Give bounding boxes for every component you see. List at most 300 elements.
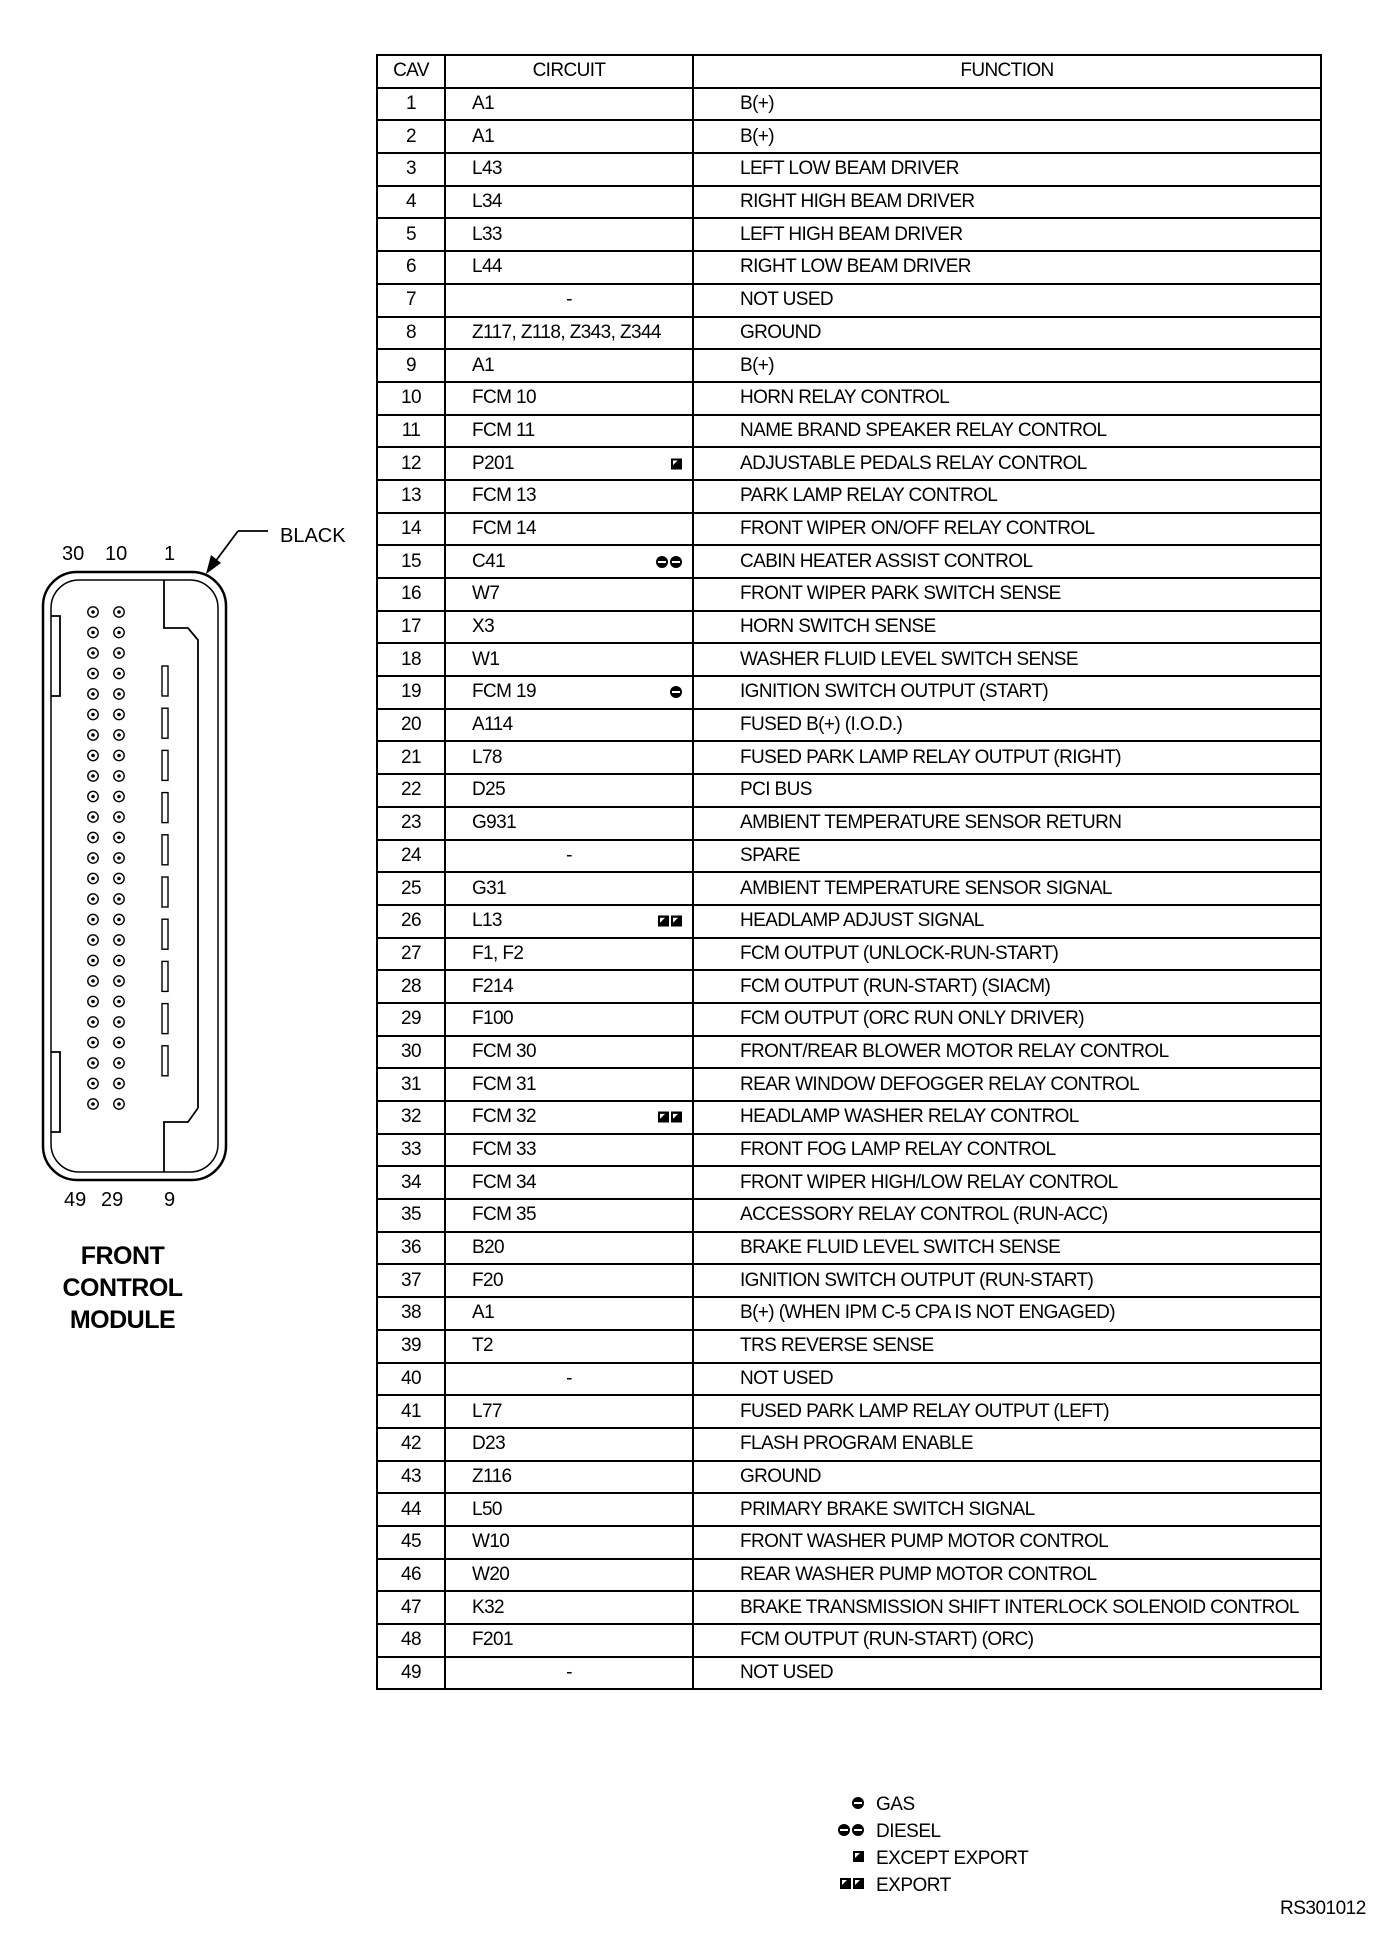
header-cav: CAV bbox=[377, 55, 445, 88]
cell-cav: 36 bbox=[377, 1232, 445, 1265]
pin-center bbox=[117, 1000, 121, 1004]
cell-cav: 30 bbox=[377, 1036, 445, 1069]
pin-center bbox=[117, 1102, 121, 1106]
pin-center bbox=[117, 979, 121, 983]
cell-cav: 27 bbox=[377, 938, 445, 971]
pin-label-top-10: 10 bbox=[105, 543, 128, 565]
cell-cav: 19 bbox=[377, 676, 445, 709]
table-row bbox=[377, 1428, 1321, 1461]
cell-circuit bbox=[445, 643, 693, 676]
cell-function: PARK LAMP RELAY CONTROL bbox=[693, 480, 1321, 513]
cell-circuit bbox=[445, 709, 693, 742]
pin-center bbox=[117, 692, 121, 696]
cell-function: CABIN HEATER ASSIST CONTROL bbox=[693, 545, 1321, 578]
figure-id: RS301012 bbox=[1280, 1898, 1366, 1919]
connector-diagram bbox=[0, 0, 376, 1230]
cell-function: HEADLAMP ADJUST SIGNAL bbox=[693, 905, 1321, 938]
cell-function: BRAKE TRANSMISSION SHIFT INTERLOCK SOLENOID CONTROL bbox=[693, 1591, 1321, 1624]
cell-circuit bbox=[445, 1559, 693, 1592]
cell-circuit bbox=[445, 578, 693, 611]
cell-cav: 43 bbox=[377, 1461, 445, 1494]
cell-cav: 31 bbox=[377, 1068, 445, 1101]
module-title-line-3: MODULE bbox=[69, 1306, 176, 1334]
cell-cav: 34 bbox=[377, 1166, 445, 1199]
connector-key-left bbox=[51, 616, 60, 696]
table-row bbox=[377, 1003, 1321, 1036]
cell-circuit bbox=[445, 480, 693, 513]
circuit-text: L44 bbox=[472, 256, 502, 278]
pinout-body bbox=[377, 88, 1321, 1690]
cell-cav: 13 bbox=[377, 480, 445, 513]
slot-grid bbox=[162, 666, 168, 1076]
pin-center bbox=[91, 856, 95, 860]
circuit-text: - bbox=[566, 1662, 572, 1684]
circuit-text: L78 bbox=[472, 746, 502, 768]
cell-circuit bbox=[445, 741, 693, 774]
circuit-text: D25 bbox=[472, 779, 506, 801]
table-row bbox=[377, 1657, 1321, 1690]
cell-cav: 48 bbox=[377, 1624, 445, 1657]
pin-center bbox=[91, 877, 95, 881]
pin-center bbox=[91, 836, 95, 840]
cell-cav: 10 bbox=[377, 382, 445, 415]
cell-circuit bbox=[445, 611, 693, 644]
table-row bbox=[377, 1264, 1321, 1297]
table-row bbox=[377, 480, 1321, 513]
header-circuit: CIRCUIT bbox=[445, 55, 693, 88]
circuit-text: FCM 32 bbox=[472, 1106, 536, 1128]
circuit-text: X3 bbox=[472, 616, 495, 638]
pin-center bbox=[117, 856, 121, 860]
cell-function: AMBIENT TEMPERATURE SENSOR RETURN bbox=[693, 807, 1321, 840]
cell-circuit bbox=[445, 545, 693, 578]
table-row bbox=[377, 840, 1321, 873]
pin-center bbox=[117, 672, 121, 676]
terminal-slot bbox=[162, 919, 168, 949]
cell-function: FLASH PROGRAM ENABLE bbox=[693, 1428, 1321, 1461]
terminal-slot bbox=[162, 708, 168, 738]
circuit-text: L77 bbox=[472, 1400, 502, 1422]
cell-function: FRONT WIPER PARK SWITCH SENSE bbox=[693, 578, 1321, 611]
pin-center bbox=[91, 672, 95, 676]
table-row bbox=[377, 1591, 1321, 1624]
pin-center bbox=[91, 897, 95, 901]
cell-circuit bbox=[445, 807, 693, 840]
cell-circuit bbox=[445, 1363, 693, 1396]
cell-function: GROUND bbox=[693, 317, 1321, 350]
pin-center bbox=[117, 754, 121, 758]
table-row bbox=[377, 382, 1321, 415]
pin-center bbox=[91, 815, 95, 819]
cell-cav: 4 bbox=[377, 186, 445, 219]
pin-center bbox=[91, 713, 95, 717]
cell-circuit bbox=[445, 1591, 693, 1624]
table-row bbox=[377, 676, 1321, 709]
cell-function: AMBIENT TEMPERATURE SENSOR SIGNAL bbox=[693, 872, 1321, 905]
cell-function: LEFT HIGH BEAM DRIVER bbox=[693, 218, 1321, 251]
circuit-text: FCM 11 bbox=[472, 419, 535, 441]
cell-cav: 2 bbox=[377, 120, 445, 153]
pin-grid bbox=[88, 607, 124, 1109]
table-row bbox=[377, 447, 1321, 480]
cell-cav: 46 bbox=[377, 1559, 445, 1592]
table-row bbox=[377, 251, 1321, 284]
table-row bbox=[377, 1493, 1321, 1526]
cell-cav: 47 bbox=[377, 1591, 445, 1624]
table-row bbox=[377, 88, 1321, 121]
cell-function: REAR WINDOW DEFOGGER RELAY CONTROL bbox=[693, 1068, 1321, 1101]
connector-latch-top bbox=[164, 580, 198, 1108]
cell-function: HEADLAMP WASHER RELAY CONTROL bbox=[693, 1101, 1321, 1134]
table-row bbox=[377, 1068, 1321, 1101]
table-row bbox=[377, 545, 1321, 578]
table-row bbox=[377, 120, 1321, 153]
cell-circuit bbox=[445, 905, 693, 938]
cell-cav: 23 bbox=[377, 807, 445, 840]
cell-cav: 11 bbox=[377, 415, 445, 448]
circuit-text: FCM 30 bbox=[472, 1040, 536, 1062]
cell-circuit bbox=[445, 1199, 693, 1232]
table-row bbox=[377, 513, 1321, 546]
pinout-table bbox=[376, 54, 1322, 1690]
cell-circuit bbox=[445, 1461, 693, 1494]
cell-circuit bbox=[445, 938, 693, 971]
cell-cav: 29 bbox=[377, 1003, 445, 1036]
export-icon bbox=[840, 1878, 864, 1889]
terminal-slot bbox=[162, 750, 168, 780]
pin-center bbox=[117, 897, 121, 901]
circuit-text: P201 bbox=[472, 452, 514, 474]
pin-center bbox=[91, 692, 95, 696]
module-title-line-2: CONTROL bbox=[62, 1274, 183, 1302]
table-row bbox=[377, 643, 1321, 676]
table-row bbox=[377, 1461, 1321, 1494]
cell-cav: 22 bbox=[377, 774, 445, 807]
cell-circuit bbox=[445, 1330, 693, 1363]
cell-function: SPARE bbox=[693, 840, 1321, 873]
cell-cav: 18 bbox=[377, 643, 445, 676]
table-row bbox=[377, 1297, 1321, 1330]
cell-cav: 9 bbox=[377, 349, 445, 382]
pin-center bbox=[91, 1041, 95, 1045]
table-row bbox=[377, 774, 1321, 807]
cell-circuit bbox=[445, 513, 693, 546]
circuit-text: FCM 35 bbox=[472, 1204, 536, 1226]
circuit-text: - bbox=[566, 289, 572, 311]
cell-circuit bbox=[445, 676, 693, 709]
table-row bbox=[377, 349, 1321, 382]
table-row bbox=[377, 1395, 1321, 1428]
circuit-text: L33 bbox=[472, 223, 502, 245]
circuit-text: - bbox=[566, 1367, 572, 1389]
cell-cav: 42 bbox=[377, 1428, 445, 1461]
connector-color-label: BLACK bbox=[280, 525, 346, 547]
cell-function: B(+) bbox=[693, 120, 1321, 153]
cell-circuit bbox=[445, 1493, 693, 1526]
pin-center bbox=[117, 938, 121, 942]
table-row bbox=[377, 1101, 1321, 1134]
pin-label-bottom-9: 9 bbox=[164, 1189, 176, 1211]
cell-cav: 24 bbox=[377, 840, 445, 873]
cell-circuit bbox=[445, 1232, 693, 1265]
cell-cav: 32 bbox=[377, 1101, 445, 1134]
pin-center bbox=[91, 754, 95, 758]
circuit-text: L13 bbox=[472, 910, 502, 932]
cell-circuit bbox=[445, 1134, 693, 1167]
pin-center bbox=[91, 733, 95, 737]
cell-function: B(+) bbox=[693, 88, 1321, 121]
cell-circuit bbox=[445, 1036, 693, 1069]
table-row bbox=[377, 415, 1321, 448]
cell-function: REAR WASHER PUMP MOTOR CONTROL bbox=[693, 1559, 1321, 1592]
cell-function: FRONT WIPER ON/OFF RELAY CONTROL bbox=[693, 513, 1321, 546]
circuit-text: F20 bbox=[472, 1269, 503, 1291]
table-row bbox=[377, 1363, 1321, 1396]
cell-cav: 7 bbox=[377, 284, 445, 317]
cell-cav: 12 bbox=[377, 447, 445, 480]
cell-cav: 3 bbox=[377, 153, 445, 186]
pin-center bbox=[91, 1082, 95, 1086]
table-row bbox=[377, 709, 1321, 742]
circuit-text: L34 bbox=[472, 191, 502, 213]
cell-circuit bbox=[445, 1657, 693, 1690]
pin-center bbox=[91, 795, 95, 799]
module-title bbox=[40, 1240, 205, 1336]
cell-cav: 38 bbox=[377, 1297, 445, 1330]
cell-cav: 39 bbox=[377, 1330, 445, 1363]
circuit-text: G931 bbox=[472, 812, 517, 834]
cell-circuit bbox=[445, 872, 693, 905]
pin-center bbox=[117, 631, 121, 635]
cell-cav: 1 bbox=[377, 88, 445, 121]
cell-function: PCI BUS bbox=[693, 774, 1321, 807]
cell-cav: 14 bbox=[377, 513, 445, 546]
circuit-text: FCM 31 bbox=[472, 1073, 536, 1095]
circuit-text: W20 bbox=[472, 1563, 510, 1585]
cell-cav: 25 bbox=[377, 872, 445, 905]
cell-cav: 44 bbox=[377, 1493, 445, 1526]
cell-function: NOT USED bbox=[693, 1657, 1321, 1690]
cell-function: FUSED PARK LAMP RELAY OUTPUT (LEFT) bbox=[693, 1395, 1321, 1428]
cell-cav: 20 bbox=[377, 709, 445, 742]
cell-cav: 21 bbox=[377, 741, 445, 774]
cell-function: FCM OUTPUT (RUN-START) (ORC) bbox=[693, 1624, 1321, 1657]
pin-center bbox=[91, 979, 95, 983]
pin-label-bottom-49: 49 bbox=[64, 1189, 87, 1211]
table-row bbox=[377, 153, 1321, 186]
pin-center bbox=[117, 877, 121, 881]
cell-circuit bbox=[445, 218, 693, 251]
pin-center bbox=[91, 959, 95, 963]
cell-cav: 40 bbox=[377, 1363, 445, 1396]
cell-cav: 45 bbox=[377, 1526, 445, 1559]
terminal-slot bbox=[162, 793, 168, 823]
circuit-text: D23 bbox=[472, 1433, 506, 1455]
cell-function: B(+) (WHEN IPM C-5 CPA IS NOT ENGAGED) bbox=[693, 1297, 1321, 1330]
header-function: FUNCTION bbox=[693, 55, 1321, 88]
circuit-text: F214 bbox=[472, 975, 513, 997]
cell-cav: 37 bbox=[377, 1264, 445, 1297]
cell-function: NAME BRAND SPEAKER RELAY CONTROL bbox=[693, 415, 1321, 448]
pin-center bbox=[117, 610, 121, 614]
pin-center bbox=[91, 631, 95, 635]
cell-function: FRONT FOG LAMP RELAY CONTROL bbox=[693, 1134, 1321, 1167]
table-row bbox=[377, 1232, 1321, 1265]
table-row bbox=[377, 1330, 1321, 1363]
cell-cav: 15 bbox=[377, 545, 445, 578]
circuit-text: F201 bbox=[472, 1629, 513, 1651]
circuit-text: A1 bbox=[472, 354, 495, 376]
gas-icon bbox=[852, 1797, 864, 1809]
table-row bbox=[377, 1559, 1321, 1592]
pin-center bbox=[91, 918, 95, 922]
cell-function: FCM OUTPUT (ORC RUN ONLY DRIVER) bbox=[693, 1003, 1321, 1036]
table-row bbox=[377, 905, 1321, 938]
pin-center bbox=[117, 774, 121, 778]
terminal-slot bbox=[162, 877, 168, 907]
cell-cav: 49 bbox=[377, 1657, 445, 1690]
cell-function: B(+) bbox=[693, 349, 1321, 382]
pin-center bbox=[91, 1000, 95, 1004]
cell-circuit bbox=[445, 970, 693, 1003]
circuit-text: G31 bbox=[472, 877, 507, 899]
circuit-text: FCM 34 bbox=[472, 1171, 536, 1193]
pin-center bbox=[91, 651, 95, 655]
circuit-text: A1 bbox=[472, 93, 495, 115]
circuit-text: Z116 bbox=[472, 1465, 512, 1487]
pin-label-bottom-29: 29 bbox=[101, 1189, 124, 1211]
cell-cav: 35 bbox=[377, 1199, 445, 1232]
legend-label-export: EXPORT bbox=[876, 1875, 951, 1896]
cell-function: FCM OUTPUT (RUN-START) (SIACM) bbox=[693, 970, 1321, 1003]
cell-circuit bbox=[445, 120, 693, 153]
pin-center bbox=[91, 610, 95, 614]
cell-circuit bbox=[445, 153, 693, 186]
table-row bbox=[377, 578, 1321, 611]
cell-circuit bbox=[445, 1166, 693, 1199]
pin-center bbox=[91, 774, 95, 778]
table-row bbox=[377, 1624, 1321, 1657]
cell-cav: 26 bbox=[377, 905, 445, 938]
pin-center bbox=[117, 651, 121, 655]
terminal-slot bbox=[162, 1004, 168, 1034]
pin-center bbox=[117, 795, 121, 799]
cell-cav: 16 bbox=[377, 578, 445, 611]
pin-center bbox=[117, 733, 121, 737]
cell-function: TRS REVERSE SENSE bbox=[693, 1330, 1321, 1363]
connector-inner-shell bbox=[51, 580, 218, 1172]
cell-circuit bbox=[445, 447, 693, 480]
terminal-slot bbox=[162, 1046, 168, 1076]
circuit-text: FCM 33 bbox=[472, 1139, 536, 1161]
cell-function: BRAKE FLUID LEVEL SWITCH SENSE bbox=[693, 1232, 1321, 1265]
cell-circuit bbox=[445, 349, 693, 382]
pin-label-top-30: 30 bbox=[62, 543, 85, 565]
circuit-text: T2 bbox=[472, 1335, 493, 1357]
cell-function: NOT USED bbox=[693, 1363, 1321, 1396]
terminal-slot bbox=[162, 835, 168, 865]
table-row bbox=[377, 218, 1321, 251]
cell-cav: 17 bbox=[377, 611, 445, 644]
connector-key-left-lower bbox=[51, 1052, 60, 1132]
cell-function: ADJUSTABLE PEDALS RELAY CONTROL bbox=[693, 447, 1321, 480]
cell-function: ACCESSORY RELAY CONTROL (RUN-ACC) bbox=[693, 1199, 1321, 1232]
pin-center bbox=[91, 1102, 95, 1106]
table-header-row bbox=[377, 55, 1321, 88]
table-row bbox=[377, 611, 1321, 644]
pin-center bbox=[117, 959, 121, 963]
cell-function: FRONT WASHER PUMP MOTOR CONTROL bbox=[693, 1526, 1321, 1559]
circuit-text: - bbox=[566, 844, 572, 866]
legend-label-except-export: EXCEPT EXPORT bbox=[876, 1848, 1029, 1869]
cell-circuit bbox=[445, 1101, 693, 1134]
pin-center bbox=[117, 836, 121, 840]
cell-circuit bbox=[445, 415, 693, 448]
cell-circuit bbox=[445, 251, 693, 284]
circuit-text: F1, F2 bbox=[472, 942, 524, 964]
circuit-text: L50 bbox=[472, 1498, 502, 1520]
table-row bbox=[377, 1199, 1321, 1232]
pin-center bbox=[91, 1061, 95, 1065]
terminal-slot bbox=[162, 961, 168, 991]
connector-latch-bottom bbox=[164, 1108, 198, 1172]
table-row bbox=[377, 872, 1321, 905]
pin-center bbox=[117, 713, 121, 717]
gas-icon bbox=[670, 686, 682, 698]
table-row bbox=[377, 1526, 1321, 1559]
table-row bbox=[377, 1166, 1321, 1199]
cell-function: IGNITION SWITCH OUTPUT (RUN-START) bbox=[693, 1264, 1321, 1297]
circuit-text: W1 bbox=[472, 648, 500, 670]
cell-function: PRIMARY BRAKE SWITCH SIGNAL bbox=[693, 1493, 1321, 1526]
cell-function: LEFT LOW BEAM DRIVER bbox=[693, 153, 1321, 186]
pin-center bbox=[117, 1082, 121, 1086]
table-row bbox=[377, 938, 1321, 971]
pin-center bbox=[117, 1020, 121, 1024]
cell-function: HORN RELAY CONTROL bbox=[693, 382, 1321, 415]
cell-circuit bbox=[445, 284, 693, 317]
cell-circuit bbox=[445, 774, 693, 807]
cell-circuit bbox=[445, 1297, 693, 1330]
cell-circuit bbox=[445, 382, 693, 415]
diesel-icon bbox=[656, 556, 682, 568]
legend-label-diesel: DIESEL bbox=[876, 1821, 941, 1842]
cell-cav: 41 bbox=[377, 1395, 445, 1428]
except-export-icon bbox=[853, 1851, 864, 1862]
cell-function: GROUND bbox=[693, 1461, 1321, 1494]
pin-center bbox=[117, 1061, 121, 1065]
cell-function: RIGHT HIGH BEAM DRIVER bbox=[693, 186, 1321, 219]
cell-function: IGNITION SWITCH OUTPUT (START) bbox=[693, 676, 1321, 709]
legend-label-gas: GAS bbox=[876, 1794, 915, 1815]
cell-circuit bbox=[445, 1264, 693, 1297]
cell-circuit bbox=[445, 1428, 693, 1461]
table-row bbox=[377, 186, 1321, 219]
cell-function: FRONT/REAR BLOWER MOTOR RELAY CONTROL bbox=[693, 1036, 1321, 1069]
circuit-text: B20 bbox=[472, 1237, 505, 1259]
pin-center bbox=[91, 1020, 95, 1024]
pin-label-top-1: 1 bbox=[164, 543, 176, 565]
circuit-text: FCM 19 bbox=[472, 681, 536, 703]
pin-center bbox=[117, 1041, 121, 1045]
terminal-slot bbox=[162, 666, 168, 696]
except-export-icon bbox=[671, 458, 682, 469]
circuit-text: A114 bbox=[472, 714, 513, 736]
export-icon bbox=[658, 916, 682, 927]
table-row bbox=[377, 807, 1321, 840]
pin-center bbox=[117, 815, 121, 819]
cell-cav: 5 bbox=[377, 218, 445, 251]
